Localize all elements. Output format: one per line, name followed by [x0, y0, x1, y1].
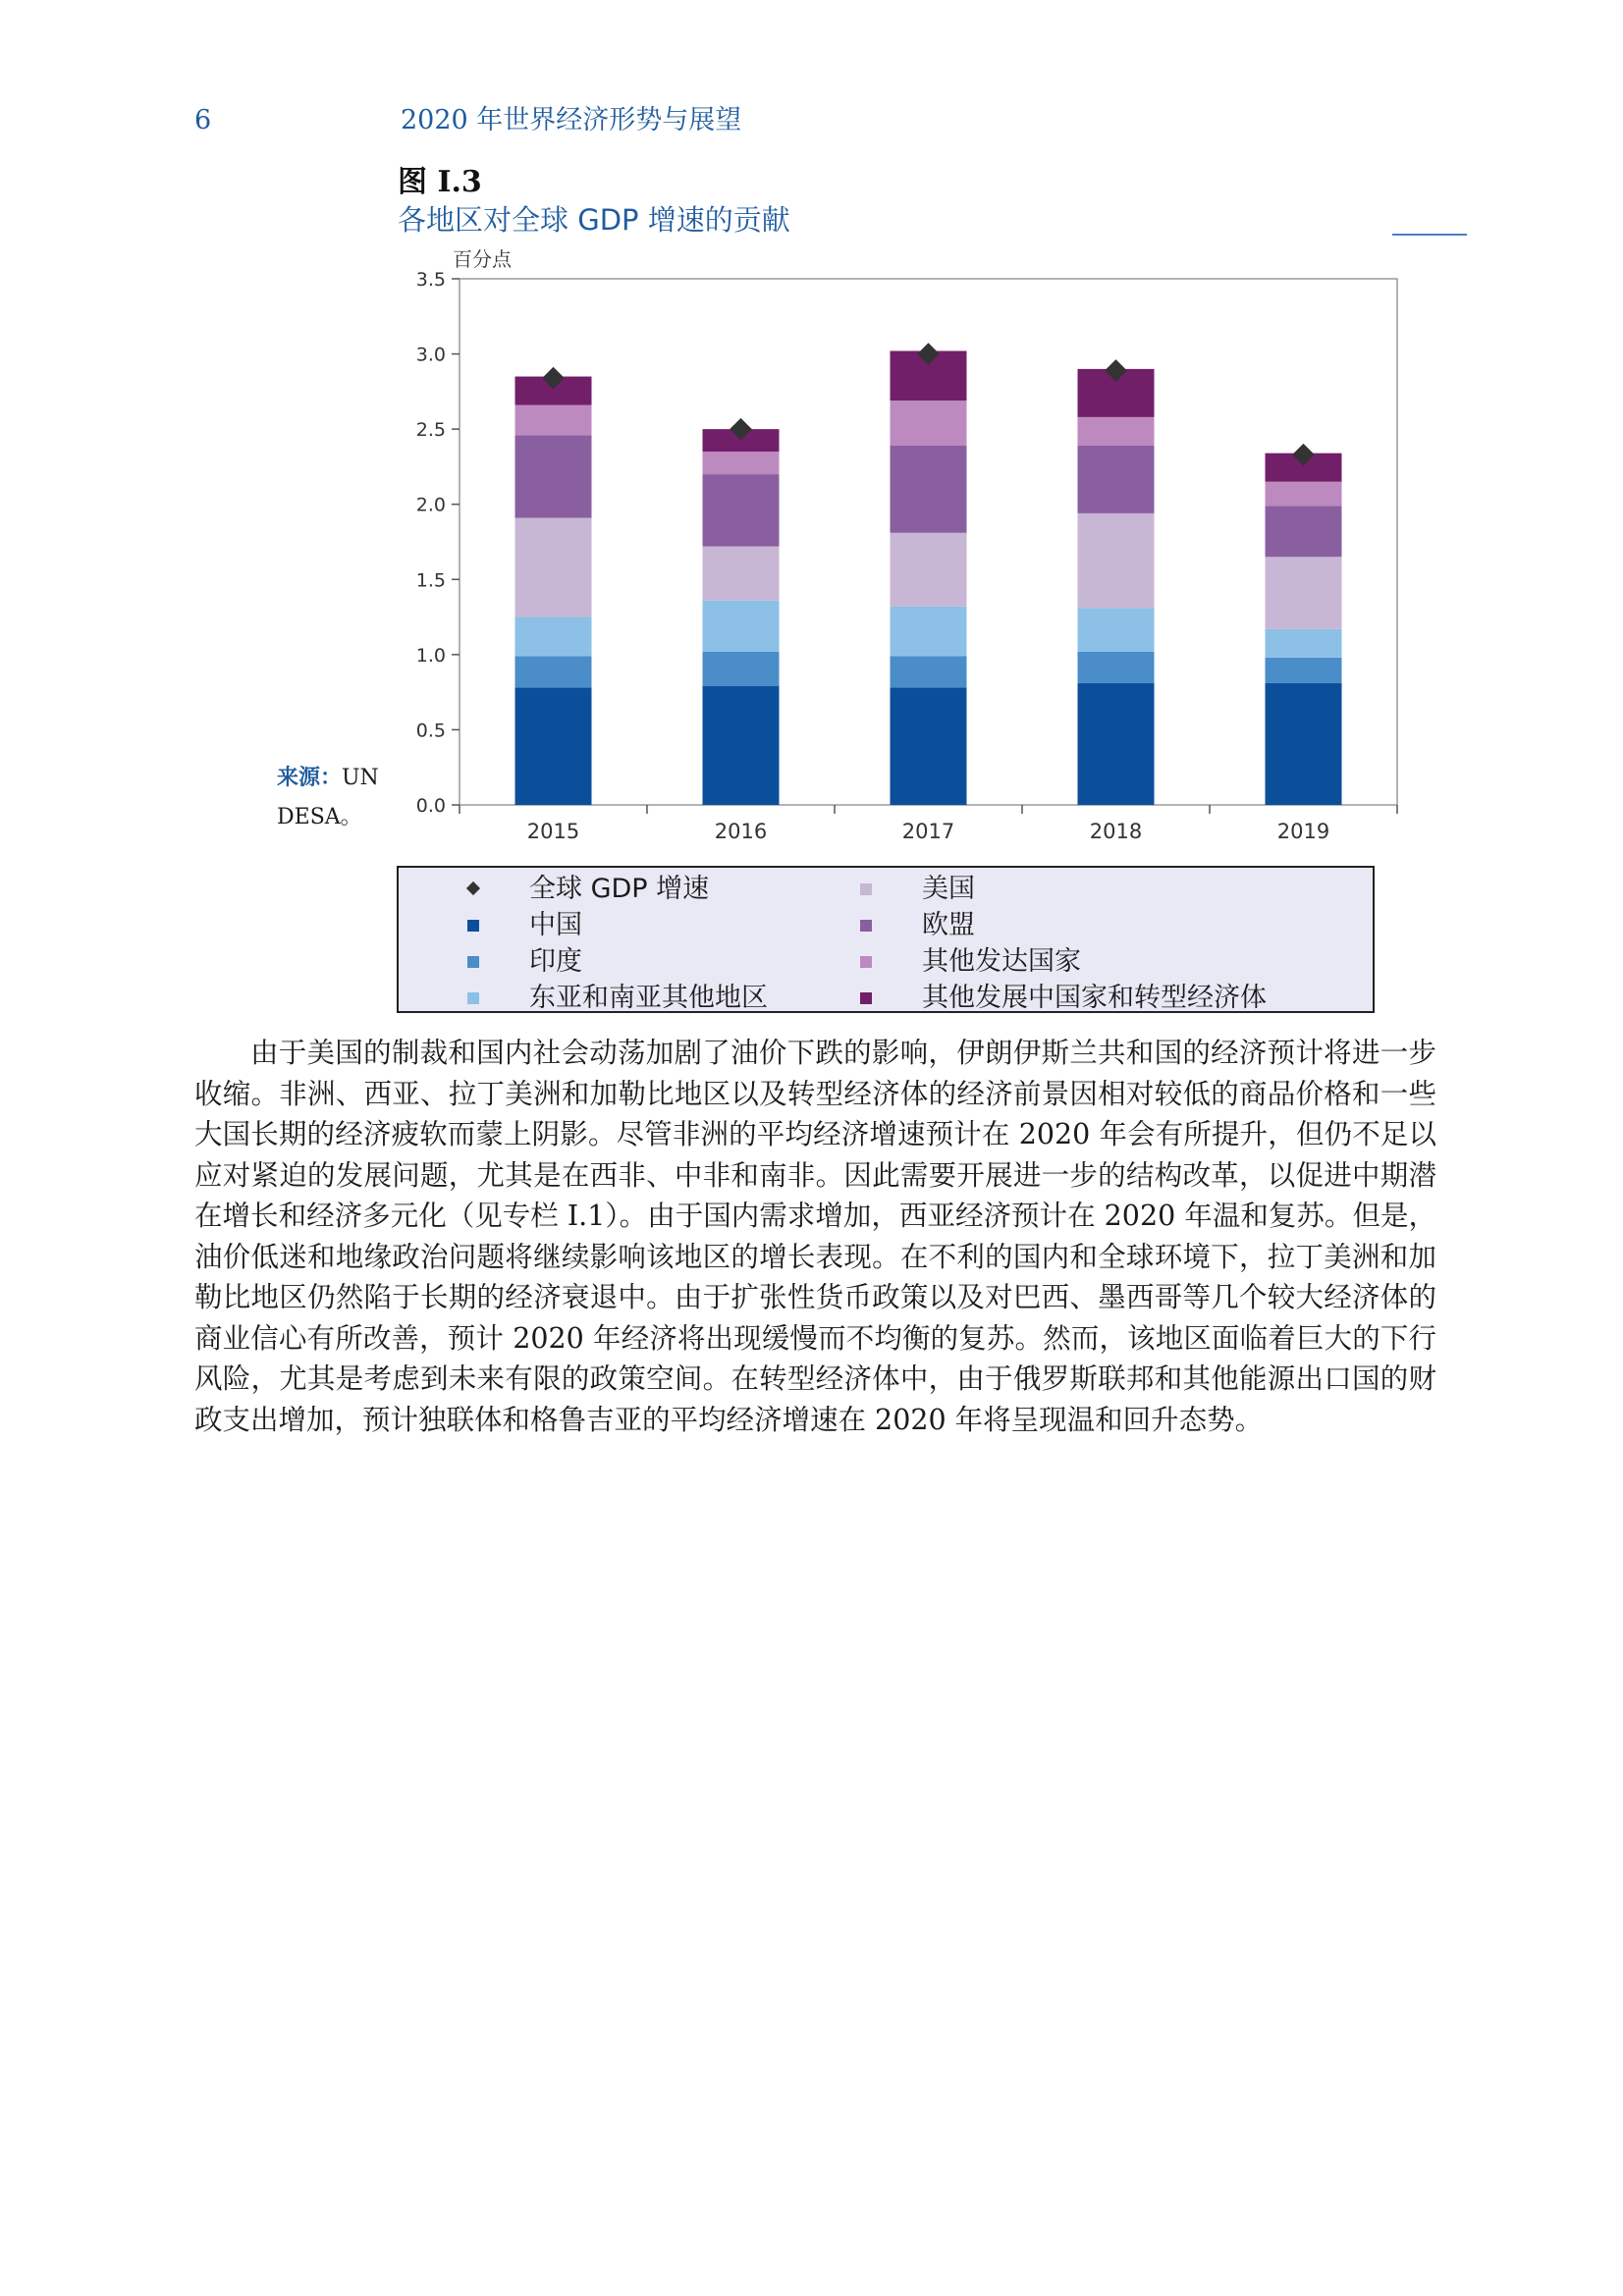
bar-segment-other_developed [703, 452, 780, 474]
page-number: 6 [194, 105, 212, 135]
legend-swatch [846, 981, 886, 1016]
bar-segment-east_south_asia [891, 607, 967, 657]
bar-segment-other_developed [515, 405, 592, 436]
body-paragraph: 由于美国的制裁和国内社会动荡加剧了油价下跌的影响，伊朗伊斯兰共和国的经济预计将进一步收缩。非洲、西亚、拉丁美洲和加勒比地区以及转型经济体的经济前景因相对较低的商品价格和一些大国长期的经济疲软而蒙上阴影。尽管非洲的平均经济增速预计在 2020 年会有所提升，但仍不足以应对紧迫的发展问题，尤其是在西非、中非和南非。因此需要开展进一步的结构改革，以促进中期潜在增长和经济多元化（见专栏 I.1）。由于国内需求增加，西亚经济预计在 2020 年温和复苏。但是，油价低迷和地缘政治问题将继续影响该地区的增长表现。在不利的国内和全球环境下，拉丁美洲和加勒比地区仍然陷于长期的经济衰退中。由于扩张性货币政策以及对巴西、墨西哥等几个较大经济体的商业信心有所改善，预计 2020 年经济将出现缓慢而不均衡的复苏。然而，该地区面临着巨大的下行风险，尤其是考虑到未来有限的政策空间。在转型经济体中，由于俄罗斯联邦和其他能源出口国的财政支出增加，预计独联体和格鲁吉亚的平均经济增速在 2020 年将呈现温和回升态势。 [194, 1037, 1436, 1436]
bar-segment-other_developed [891, 400, 967, 446]
bar-segment-usa [891, 533, 967, 607]
legend-swatch [454, 944, 493, 980]
legend-label: 东亚和南亚其他地区 [529, 983, 768, 1013]
bar-segment-china [891, 688, 967, 805]
bar-segment-eu [515, 435, 592, 517]
figure-number: 图 I.3 [398, 165, 482, 199]
source-label: 来源： [277, 765, 343, 790]
legend-swatch [846, 872, 886, 907]
bar-segment-usa [1078, 513, 1155, 608]
y-tick-label: 3.0 [415, 344, 446, 366]
figure-source [277, 758, 395, 837]
x-tick-label: 2018 [1089, 820, 1143, 843]
bar-segment-india [1078, 652, 1155, 683]
bar-segment-china [515, 688, 592, 805]
chart-legend [397, 866, 1375, 1013]
y-tick-label: 2.5 [415, 419, 446, 442]
bar-segment-east_south_asia [703, 601, 780, 652]
x-tick-label: 2015 [526, 820, 580, 843]
bar-segment-india [891, 656, 967, 687]
x-tick-label: 2017 [901, 820, 955, 843]
legend-label: 其他发展中国家和转型经济体 [922, 983, 1267, 1013]
legend-label: 中国 [529, 910, 582, 940]
bar-segment-china [703, 686, 780, 805]
y-axis-unit-label: 百分点 [453, 247, 512, 271]
bar-segment-eu [1266, 506, 1342, 557]
y-tick-label: 3.5 [415, 269, 446, 291]
legend-swatch [846, 908, 886, 943]
x-tick-label: 2019 [1276, 820, 1330, 843]
bar-segment-east_south_asia [1266, 629, 1342, 658]
figure-title: 各地区对全球 GDP 增速的贡献 [398, 203, 790, 237]
bar-segment-east_south_asia [515, 617, 592, 657]
bar-segment-usa [1266, 557, 1342, 629]
legend-label: 美国 [922, 874, 975, 904]
legend-label: 印度 [529, 946, 582, 977]
bar-segment-eu [703, 474, 780, 547]
legend-swatch [454, 872, 493, 907]
running-title: 2020 年世界经济形势与展望 [401, 105, 742, 135]
y-tick-label: 0.5 [415, 720, 446, 742]
source-text: UN DESA。 [277, 766, 379, 829]
bar-segment-india [1266, 658, 1342, 683]
y-tick-label: 1.0 [415, 644, 446, 667]
bar-segment-india [703, 652, 780, 686]
x-tick-label: 2016 [714, 820, 768, 843]
bar-segment-eu [891, 446, 967, 533]
stacked-bar-chart [0, 0, 1623, 864]
bar-segment-usa [703, 547, 780, 601]
bar-segment-east_south_asia [1078, 608, 1155, 651]
y-tick-label: 2.0 [415, 494, 446, 516]
legend-swatch [846, 944, 886, 980]
legend-swatch [454, 908, 493, 943]
legend-label: 欧盟 [922, 910, 975, 940]
legend-label: 其他发达国家 [922, 946, 1081, 977]
bar-segment-usa [515, 517, 592, 616]
y-tick-label: 0.0 [415, 795, 446, 817]
bar-segment-india [515, 656, 592, 687]
bar-segment-china [1266, 683, 1342, 805]
bar-segment-china [1078, 683, 1155, 805]
legend-label: 全球 GDP 增速 [529, 874, 710, 904]
y-tick-label: 1.5 [415, 569, 446, 592]
bar-segment-other_developed [1266, 482, 1342, 507]
legend-swatch [454, 981, 493, 1016]
bar-segment-other_developed [1078, 417, 1155, 446]
bar-segment-eu [1078, 446, 1155, 513]
